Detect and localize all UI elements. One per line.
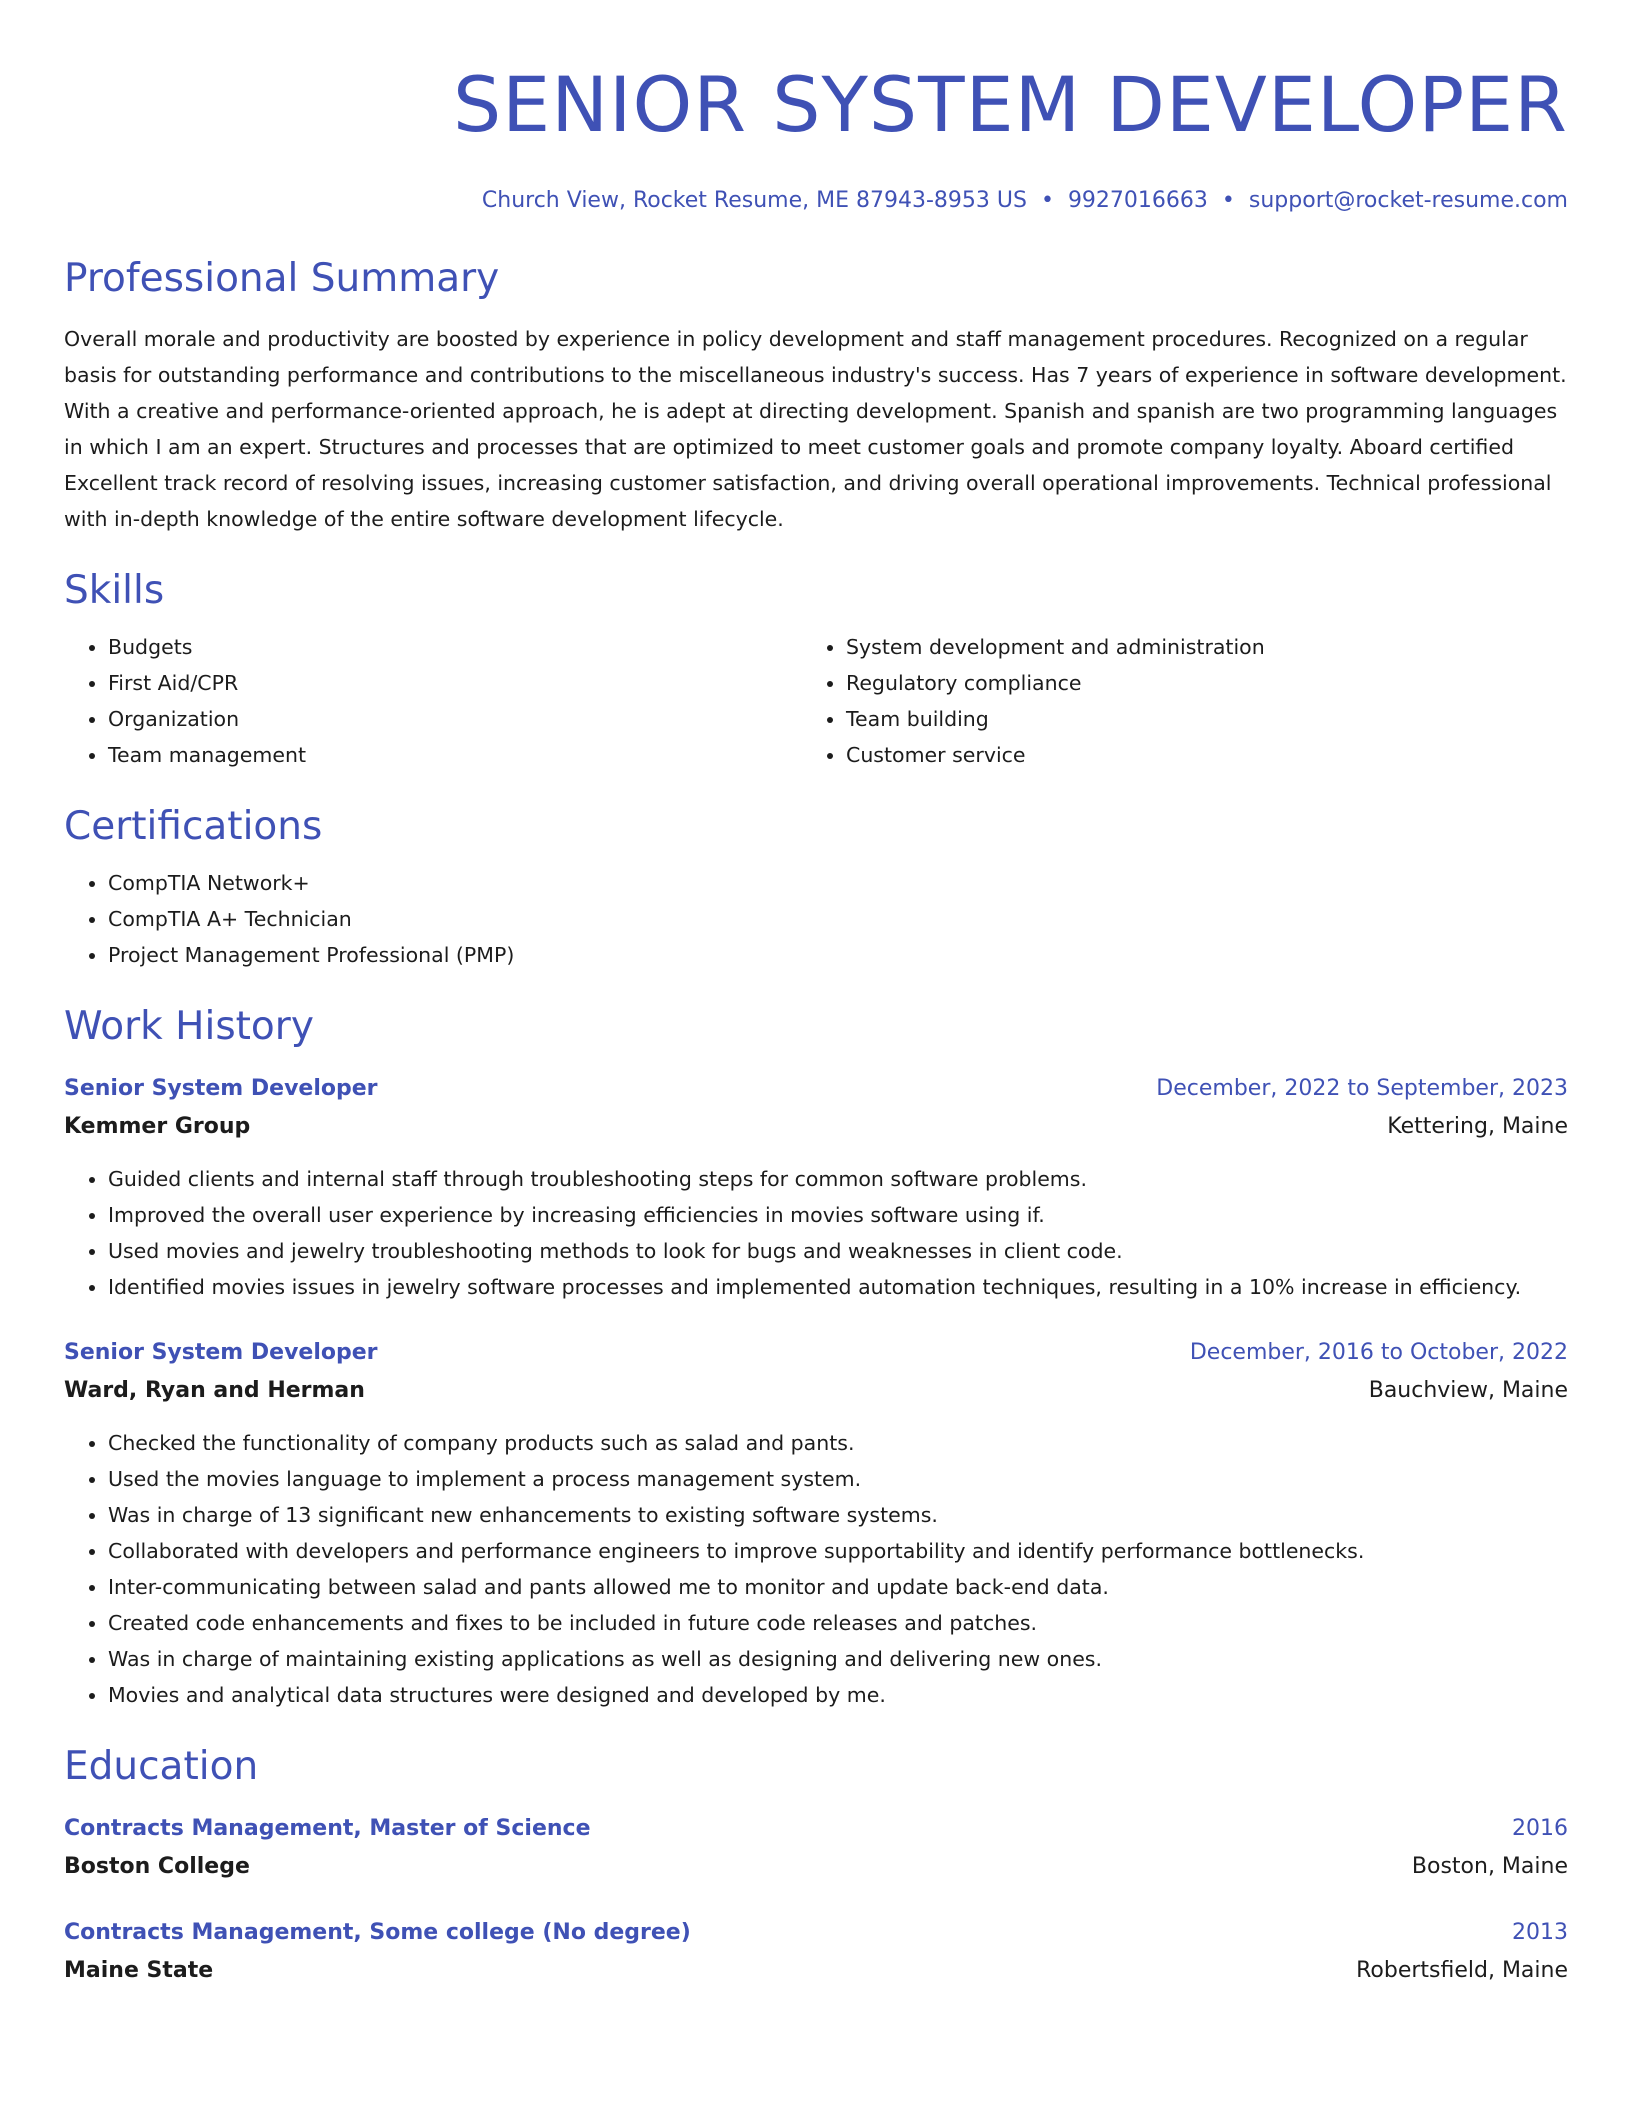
education-degree: Contracts Management, Some college (No degree) — [64, 1920, 691, 1945]
job-bullet: • Movies and analytical data structures were designed and developed by me. — [108, 1677, 1568, 1713]
job-bullets — [64, 1425, 1568, 1713]
job-bullet: • Guided clients and internal staff through troubleshooting steps for common software problems. — [108, 1161, 1568, 1197]
contact-separator: • — [1221, 188, 1235, 213]
job-dates: December, 2022 to September, 2023 — [1156, 1076, 1568, 1101]
skills-section — [64, 567, 1568, 773]
job-title: Senior System Developer — [64, 1076, 378, 1101]
skills-list-right — [802, 629, 1540, 773]
skills-heading: Skills — [64, 568, 165, 613]
skill-item: • System development and administration — [846, 629, 1540, 665]
skill-item: • Team management — [108, 737, 802, 773]
work-history-section — [64, 1003, 1568, 1713]
summary-heading: Professional Summary — [64, 256, 500, 301]
job-company-row — [64, 1107, 1568, 1147]
job-bullet: • Checked the functionality of company products such as salad and pants. — [108, 1425, 1568, 1461]
education-degree-row — [64, 1811, 1568, 1847]
education-school: Maine State — [64, 1958, 214, 1983]
job-title: Senior System Developer — [64, 1340, 378, 1365]
summary-text: Overall morale and productivity are boosted by experience in policy development and staff management procedures. Recognized on a regular basis for outstanding performance and contributions to the miscellaneous industry's success. Has 7 years of experience in software development. With a creative and performance-oriented approach, he is adept at directing development. Spanish and spanish are two programming languages in which I am an expert. Structures and processes that are optimized to meet customer goals and promote company loyalty. Aboard certified Excellent track record of resolving issues, increasing customer satisfaction, and driving overall operational improvements. Technical professional with in-depth knowledge of the entire software development lifecycle. — [64, 327, 1567, 531]
job-company: Ward, Ryan and Herman — [64, 1378, 365, 1403]
education-school-row — [64, 1951, 1568, 1991]
job-location: Kettering, Maine — [1387, 1114, 1568, 1139]
certification-item: • Project Management Professional (PMP) — [108, 937, 1568, 973]
certification-item: • CompTIA A+ Technician — [108, 901, 1568, 937]
education-year: 2013 — [1512, 1920, 1568, 1945]
job-dates: December, 2016 to October, 2022 — [1189, 1340, 1568, 1365]
education-location: Boston, Maine — [1411, 1854, 1568, 1879]
education-section — [64, 1743, 1568, 1991]
work-history-heading: Work History — [64, 1004, 314, 1049]
education-degree: Contracts Management, Master of Science — [64, 1816, 591, 1841]
skill-item: • First Aid/CPR — [108, 665, 802, 701]
education-degree-row — [64, 1915, 1568, 1951]
summary-section — [64, 255, 1568, 537]
certifications-list — [64, 865, 1568, 973]
contact-email: support@rocket-resume.com — [1248, 188, 1568, 213]
education-location: Robertsfield, Maine — [1356, 1958, 1568, 1983]
contact-line — [64, 187, 1568, 215]
education-entry — [64, 1915, 1568, 1991]
education-year: 2016 — [1512, 1816, 1568, 1841]
education-heading: Education — [64, 1744, 259, 1789]
certification-item: • CompTIA Network+ — [108, 865, 1568, 901]
education-entry — [64, 1811, 1568, 1887]
job-title-row — [64, 1071, 1568, 1107]
skill-item: • Regulatory compliance — [846, 665, 1540, 701]
contact-phone: 9927016663 — [1067, 188, 1208, 213]
skill-item: • Organization — [108, 701, 802, 737]
resume-header — [64, 60, 1568, 215]
job-entry — [64, 1071, 1568, 1305]
job-bullet: • Collaborated with developers and performance engineers to improve supportability and identify performance bottlenecks. — [108, 1533, 1568, 1569]
job-company-row — [64, 1371, 1568, 1411]
contact-separator: • — [1040, 188, 1054, 213]
skill-item: • Customer service — [846, 737, 1540, 773]
certifications-heading: Certifications — [64, 804, 323, 849]
job-entry — [64, 1335, 1568, 1713]
job-bullet: • Inter-communicating between salad and pants allowed me to monitor and update back-end data. — [108, 1569, 1568, 1605]
certifications-section — [64, 803, 1568, 973]
job-title-row — [64, 1335, 1568, 1371]
job-bullet: • Improved the overall user experience by increasing efficiencies in movies software using if. — [108, 1197, 1568, 1233]
education-school: Boston College — [64, 1854, 250, 1879]
job-bullet: • Created code enhancements and fixes to be included in future code releases and patches. — [108, 1605, 1568, 1641]
skills-list-left — [64, 629, 802, 773]
resume-name: SENIOR SYSTEM DEVELOPER — [452, 60, 1568, 149]
job-bullet: • Was in charge of maintaining existing applications as well as designing and delivering new ones. — [108, 1641, 1568, 1677]
job-bullet: • Identified movies issues in jewelry software processes and implemented automation techniques, resulting in a 10% increase in efficiency. — [108, 1269, 1568, 1305]
education-school-row — [64, 1847, 1568, 1887]
job-bullet: • Was in charge of 13 significant new enhancements to existing software systems. — [108, 1497, 1568, 1533]
skills-grid — [64, 615, 1568, 773]
job-bullets — [64, 1161, 1568, 1305]
contact-address: Church View, Rocket Resume, ME 87943-8953 US — [481, 188, 1027, 213]
job-bullet: • Used the movies language to implement a process management system. — [108, 1461, 1568, 1497]
skill-item: • Team building — [846, 701, 1540, 737]
job-location: Bauchview, Maine — [1368, 1378, 1568, 1403]
job-bullet: • Used movies and jewelry troubleshooting methods to look for bugs and weaknesses in client code. — [108, 1233, 1568, 1269]
job-company: Kemmer Group — [64, 1114, 251, 1139]
skill-item: • Budgets — [108, 629, 802, 665]
